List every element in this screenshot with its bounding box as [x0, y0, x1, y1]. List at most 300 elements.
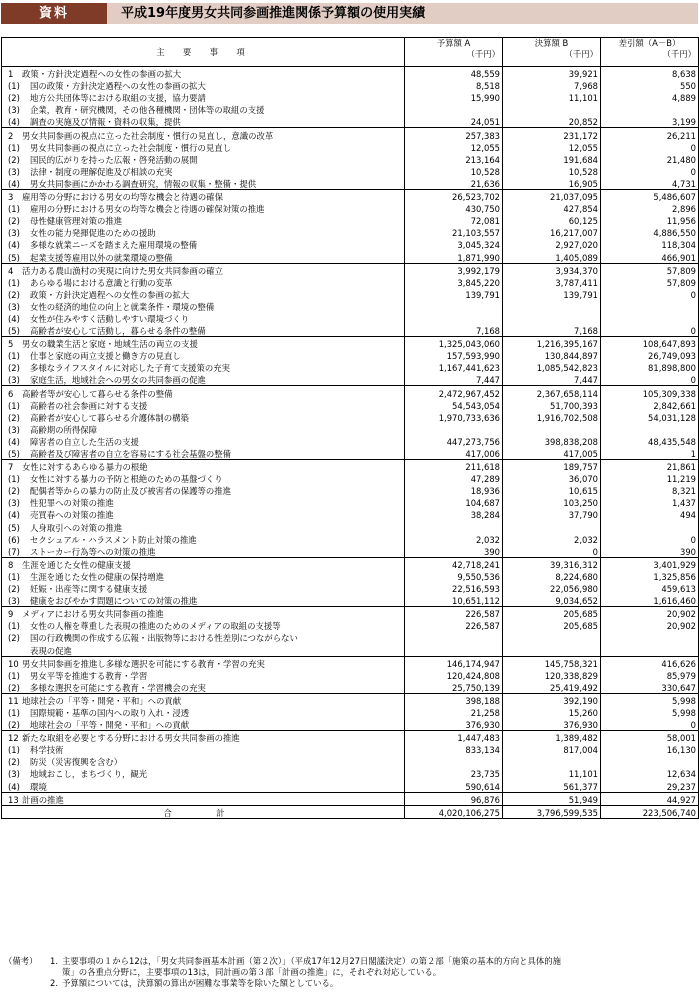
- budget-cell: 833,134: [405, 743, 503, 755]
- settlement-cell: 60,125: [503, 214, 601, 226]
- settlement-cell: [503, 643, 601, 656]
- main-item-cell: [2, 337, 405, 350]
- sub-item-cell: [2, 619, 405, 631]
- item-number: (4): [8, 240, 20, 251]
- table-row-sub: [2, 582, 699, 594]
- table-row-sub: [2, 631, 699, 643]
- notes: [4, 956, 696, 989]
- table-row-sub: [2, 202, 699, 214]
- difference-cell: 21,480: [601, 153, 699, 165]
- sub-item-cell: [2, 91, 405, 103]
- difference-cell: 0: [601, 288, 699, 300]
- budget-cell: 211,618: [405, 460, 503, 473]
- table-header-row: [2, 38, 699, 67]
- budget-cell: 48,559: [405, 67, 503, 80]
- total-row: [2, 805, 699, 818]
- sub-item-cell: [2, 484, 405, 496]
- table-row-sub: [2, 165, 699, 177]
- difference-cell: 1,437: [601, 496, 699, 508]
- table-row-sub: [2, 103, 699, 115]
- sub-item-cell: [2, 743, 405, 755]
- budget-cell: 26,523,702: [405, 189, 503, 202]
- difference-cell: 48,435,548: [601, 435, 699, 447]
- item-label: 地球社会の「平等・開発・平和」への貢献: [22, 695, 182, 706]
- sub-item-cell: [2, 755, 405, 767]
- difference-cell: 1,616,460: [601, 594, 699, 607]
- table-row-main: [2, 460, 699, 473]
- difference-cell: 20,902: [601, 619, 699, 631]
- sub-item-cell: [2, 399, 405, 411]
- main-item-cell: [2, 386, 405, 399]
- note-number: 2.: [50, 978, 58, 988]
- item-number: (4): [8, 178, 20, 189]
- settlement-cell: 15,260: [503, 706, 601, 718]
- settlement-cell: [503, 423, 601, 435]
- difference-cell: 105,309,338: [601, 386, 699, 399]
- main-item-cell: [2, 656, 405, 669]
- item-number: 9: [8, 609, 14, 620]
- header-settlement-unit: （千円）: [564, 49, 598, 59]
- item-label: 計画の推進: [22, 794, 64, 805]
- sub-item-cell: [2, 349, 405, 361]
- item-number: 7: [8, 462, 14, 473]
- table-row-sub: [2, 312, 699, 324]
- item-number: (3): [8, 498, 20, 509]
- item-label: 障害者の自立した生活の支援: [30, 436, 139, 447]
- table-row-sub: [2, 79, 699, 91]
- main-item-cell: [2, 792, 405, 805]
- item-number: (1): [8, 474, 20, 485]
- difference-cell: 3,199: [601, 115, 699, 128]
- table-row-sub: [2, 300, 699, 312]
- settlement-cell: 8,224,680: [503, 570, 601, 582]
- table-row-sub: [2, 508, 699, 520]
- item-number: (3): [8, 375, 20, 386]
- note-text: 主要事項の１から12は，「男女共同参画基本計画（第２次）」（平成17年12月27日閣議決定）の第２部「施策の基本的方向と具体的施 策」の各重点分野に，主要事項の13は，同計画の第３部「計画の推進」に，それぞれ対応している。: [62, 956, 562, 977]
- difference-cell: 390: [601, 545, 699, 558]
- header-budget-label: 予算額 A: [436, 38, 471, 48]
- item-number: 13: [8, 794, 19, 805]
- settlement-cell: 392,190: [503, 693, 601, 706]
- settlement-cell: 39,921: [503, 67, 601, 80]
- item-number: 2: [8, 130, 14, 141]
- sub-item-cell: [2, 767, 405, 779]
- table-row-sub: [2, 226, 699, 238]
- settlement-cell: 1,916,702,508: [503, 411, 601, 423]
- sub-item-cell: [2, 582, 405, 594]
- item-number: (1): [8, 351, 20, 362]
- settlement-cell: 191,684: [503, 153, 601, 165]
- item-label: 防災（災害復興を含む）: [30, 757, 123, 768]
- item-number: (3): [8, 166, 20, 177]
- difference-cell: 0: [601, 141, 699, 153]
- difference-cell: 2,896: [601, 202, 699, 214]
- settlement-cell: 7,447: [503, 373, 601, 386]
- sub-item-cell: [2, 153, 405, 165]
- sub-item-cell: [2, 250, 405, 263]
- sub-item-cell: [2, 324, 405, 337]
- item-label: 男女平等を推進する教育・学習: [30, 670, 148, 681]
- item-number: (2): [8, 633, 20, 644]
- sub-item-cell: [2, 570, 405, 582]
- settlement-cell: 21,037,095: [503, 189, 601, 202]
- difference-cell: 5,998: [601, 693, 699, 706]
- difference-cell: 26,211: [601, 128, 699, 141]
- section-tag: 資料: [1, 3, 107, 24]
- sub-item-cell: [2, 423, 405, 435]
- item-number: (2): [8, 720, 20, 731]
- total-settlement: 3,796,599,535: [503, 805, 601, 818]
- header-settlement-label: 決算額 B: [534, 38, 569, 48]
- budget-cell: [405, 755, 503, 767]
- settlement-cell: 2,927,020: [503, 238, 601, 250]
- settlement-cell: 7,168: [503, 324, 601, 337]
- table-row-main: [2, 386, 699, 399]
- item-label: 科学技術: [30, 745, 64, 756]
- settlement-cell: 1,389,482: [503, 731, 601, 744]
- difference-cell: 16,130: [601, 743, 699, 755]
- table-row-main: [2, 263, 699, 276]
- item-number: 11: [8, 695, 19, 706]
- budget-cell: 157,593,990: [405, 349, 503, 361]
- item-label: 多様な選択を可能にする教育・学習機会の充実: [30, 682, 206, 693]
- sub-item-cell: [2, 779, 405, 792]
- table-row-sub: [2, 411, 699, 423]
- item-number: (2): [8, 584, 20, 595]
- sub-item-cell: [2, 594, 405, 607]
- item-number: (1): [8, 670, 20, 681]
- difference-cell: [601, 631, 699, 643]
- budget-cell: 9,550,536: [405, 570, 503, 582]
- table-row-main: [2, 67, 699, 80]
- item-number: (1): [8, 621, 20, 632]
- item-number: (4): [8, 313, 20, 324]
- difference-cell: [601, 300, 699, 312]
- settlement-cell: 11,101: [503, 91, 601, 103]
- item-number: (5): [8, 252, 20, 263]
- budget-cell: 1,167,441,623: [405, 361, 503, 373]
- item-label: 健康をおびやかす問題についての対策の推進: [30, 596, 198, 607]
- item-label: メディアにおける男女共同参画の推進: [22, 609, 164, 620]
- table-row-sub: [2, 706, 699, 718]
- budget-cell: 2,032: [405, 533, 503, 545]
- budget-cell: 15,990: [405, 91, 503, 103]
- item-label: 起業支援等雇用以外の就業環境の整備: [30, 252, 173, 263]
- item-label: 政策・方針決定過程への女性の参画の拡大: [30, 289, 190, 300]
- budget-cell: 2,472,967,452: [405, 386, 503, 399]
- table-row-main: [2, 189, 699, 202]
- item-label: 女性の人権を尊重した表現の推進のためのメディアの取組の支援等: [30, 621, 281, 632]
- settlement-cell: 139,791: [503, 288, 601, 300]
- main-item-cell: [2, 557, 405, 570]
- main-item-cell: [2, 263, 405, 276]
- settlement-cell: 11,101: [503, 767, 601, 779]
- item-label: 表現の促進: [30, 645, 72, 656]
- difference-cell: 494: [601, 508, 699, 520]
- budget-cell: 10,651,112: [405, 594, 503, 607]
- settlement-cell: [503, 755, 601, 767]
- item-label: 女性の経済的地位の向上と就業条件・環境の整備: [30, 301, 215, 312]
- settlement-cell: 231,172: [503, 128, 601, 141]
- item-label: 地方公共団体等における取組の支援，協力要請: [30, 93, 206, 104]
- table-row-sub: [2, 399, 699, 411]
- budget-cell: 96,876: [405, 792, 503, 805]
- difference-cell: 2,842,661: [601, 399, 699, 411]
- settlement-cell: 3,934,370: [503, 263, 601, 276]
- difference-cell: 0: [601, 373, 699, 386]
- difference-cell: [601, 312, 699, 324]
- item-label: 地球社会の「平等・開発・平和」への貢献: [30, 720, 190, 731]
- difference-cell: 0: [601, 718, 699, 731]
- sub-item-cell: [2, 214, 405, 226]
- budget-cell: 590,614: [405, 779, 503, 792]
- settlement-cell: 145,758,321: [503, 656, 601, 669]
- table-row-main: [2, 337, 699, 350]
- item-label: 妊娠・出産等に関する健康支援: [30, 584, 148, 595]
- settlement-cell: 39,316,312: [503, 557, 601, 570]
- sub-item-cell: [2, 520, 405, 532]
- item-number: (2): [8, 486, 20, 497]
- item-number: 8: [8, 559, 14, 570]
- settlement-cell: 130,844,897: [503, 349, 601, 361]
- budget-cell: 18,936: [405, 484, 503, 496]
- sub-item-cell: [2, 276, 405, 288]
- sub-item-cell: [2, 79, 405, 91]
- difference-cell: 1,325,856: [601, 570, 699, 582]
- budget-cell: 21,103,557: [405, 226, 503, 238]
- table-row-sub: [2, 755, 699, 767]
- difference-cell: 57,809: [601, 263, 699, 276]
- settlement-cell: 51,949: [503, 792, 601, 805]
- sub-item-cell: [2, 669, 405, 681]
- settlement-cell: 1,216,395,167: [503, 337, 601, 350]
- table-row-sub: [2, 177, 699, 190]
- item-label: 高齢者等が安心して暮らせる条件の整備: [22, 388, 173, 399]
- item-label: 家庭生活，地域社会への男女の共同参画の促進: [30, 375, 206, 386]
- budget-cell: 54,543,054: [405, 399, 503, 411]
- budget-cell: 3,845,220: [405, 276, 503, 288]
- budget-cell: [405, 103, 503, 115]
- difference-cell: [601, 423, 699, 435]
- item-label: 男女共同参画の視点に立った社会制度・慣行の見直し，意識の改革: [22, 130, 274, 141]
- budget-cell: 12,055: [405, 141, 503, 153]
- difference-cell: 1: [601, 447, 699, 460]
- settlement-cell: 417,005: [503, 447, 601, 460]
- budget-cell: 1,325,043,060: [405, 337, 503, 350]
- table-row-sub: [2, 767, 699, 779]
- item-label: 女性が住みやすく活動しやすい環境づくり: [30, 313, 190, 324]
- total-budget: 4,020,106,275: [405, 805, 503, 818]
- item-label: 高齢者が安心して活動し，暮らせる条件の整備: [30, 326, 206, 337]
- item-number: (2): [8, 682, 20, 693]
- item-label: 国の行政機関の作成する広報・出版物等における性差別につながらない: [30, 633, 298, 644]
- item-number: 12: [8, 733, 19, 744]
- item-number: (2): [8, 93, 20, 104]
- sub-item-cell: [2, 533, 405, 545]
- settlement-cell: 36,070: [503, 472, 601, 484]
- settlement-cell: [503, 103, 601, 115]
- item-label: 男女共同参画を推進し多様な選択を可能にする教育・学習の充実: [22, 658, 265, 669]
- table-row-sub: [2, 447, 699, 460]
- sub-item-cell: [2, 447, 405, 460]
- sub-item-cell: [2, 508, 405, 520]
- item-number: (1): [8, 81, 20, 92]
- difference-cell: 8,638: [601, 67, 699, 80]
- settlement-cell: 817,004: [503, 743, 601, 755]
- table-row-sub: [2, 520, 699, 532]
- budget-cell: 8,518: [405, 79, 503, 91]
- difference-cell: 108,647,893: [601, 337, 699, 350]
- total-difference: 223,506,740: [601, 805, 699, 818]
- budget-cell: 7,168: [405, 324, 503, 337]
- item-number: (1): [8, 745, 20, 756]
- budget-cell: 430,750: [405, 202, 503, 214]
- item-label: 雇用等の分野における男女の均等な機会と待遇の確保: [22, 192, 223, 203]
- item-number: (4): [8, 436, 20, 447]
- settlement-cell: [503, 631, 601, 643]
- settlement-cell: 51,700,393: [503, 399, 601, 411]
- item-label: 国民的広がりを持った広報・啓発活動の展開: [30, 154, 198, 165]
- item-label: 人身取引への対策の推進: [30, 522, 123, 533]
- budget-cell: 146,174,947: [405, 656, 503, 669]
- table-row-main: [2, 792, 699, 805]
- header-budget-unit: （千円）: [466, 49, 500, 59]
- budget-cell: 1,970,733,636: [405, 411, 503, 423]
- budget-cell: 47,289: [405, 472, 503, 484]
- main-item-cell: [2, 67, 405, 80]
- difference-cell: 550: [601, 79, 699, 91]
- item-label: 雇用の分野における男女の均等な機会と待遇の確保対策の推進: [30, 204, 265, 215]
- budget-cell: 226,587: [405, 607, 503, 620]
- table-row-sub: [2, 91, 699, 103]
- main-item-cell: [2, 693, 405, 706]
- item-label: ストーカー行為等への対策の推進: [30, 546, 156, 557]
- difference-cell: 57,809: [601, 276, 699, 288]
- table-row-sub: [2, 643, 699, 656]
- budget-cell: [405, 520, 503, 532]
- note-2: [4, 978, 696, 989]
- settlement-cell: 10,615: [503, 484, 601, 496]
- sub-item-cell: [2, 435, 405, 447]
- item-number: (3): [8, 228, 20, 239]
- settlement-cell: 427,854: [503, 202, 601, 214]
- item-number: (1): [8, 277, 20, 288]
- sub-item-cell: [2, 361, 405, 373]
- item-number: (2): [8, 412, 20, 423]
- item-number: (1): [8, 400, 20, 411]
- table-row-sub: [2, 533, 699, 545]
- budget-cell: 10,528: [405, 165, 503, 177]
- budget-cell: 3,045,324: [405, 238, 503, 250]
- item-label: 売買春への対策の推進: [30, 510, 114, 521]
- item-label: 活力ある農山漁村の実現に向けた男女共同参画の確立: [22, 265, 223, 276]
- budget-cell: [405, 423, 503, 435]
- settlement-cell: 20,852: [503, 115, 601, 128]
- item-label: 生涯を通じた女性の健康の保持増進: [30, 571, 164, 582]
- item-label: あらゆる場における意識と行動の変革: [30, 277, 173, 288]
- table-row-sub: [2, 250, 699, 263]
- settlement-cell: 398,838,208: [503, 435, 601, 447]
- table-row-sub: [2, 423, 699, 435]
- budget-cell: 376,930: [405, 718, 503, 731]
- settlement-cell: 1,085,542,823: [503, 361, 601, 373]
- item-number: (6): [8, 534, 20, 545]
- item-label: 新たな取組を必要とする分野における男女共同参画の推進: [22, 733, 240, 744]
- settlement-cell: 1,405,089: [503, 250, 601, 263]
- item-number: (3): [8, 301, 20, 312]
- budget-cell: 390: [405, 545, 503, 558]
- item-number: 6: [8, 388, 14, 399]
- item-label: 地域おこし，まちづくり，観光: [30, 769, 148, 780]
- item-label: 多様な就業ニーズを踏まえた雇用環境の整備: [30, 240, 198, 251]
- difference-cell: 26,749,093: [601, 349, 699, 361]
- settlement-cell: 10,528: [503, 165, 601, 177]
- difference-cell: 466,901: [601, 250, 699, 263]
- item-label: 法律・制度の理解促進及び相談の充実: [30, 166, 173, 177]
- item-label: 男女共同参画の視点に立った社会制度・慣行の見直し: [30, 142, 231, 153]
- item-label: 男女共同参画にかかわる調査研究，情報の収集・整備・提供: [30, 178, 257, 189]
- settlement-cell: [503, 520, 601, 532]
- settlement-cell: 561,377: [503, 779, 601, 792]
- sub-item-cell: [2, 238, 405, 250]
- table-row-sub: [2, 484, 699, 496]
- budget-cell: [405, 300, 503, 312]
- budget-cell: 447,273,756: [405, 435, 503, 447]
- difference-cell: [601, 643, 699, 656]
- sub-item-cell: [2, 718, 405, 731]
- header-difference-label: 差引額（A－B）: [618, 38, 681, 48]
- settlement-cell: 3,787,411: [503, 276, 601, 288]
- item-label: 女性の能力発揮促進のための援助: [30, 228, 156, 239]
- item-number: (3): [8, 769, 20, 780]
- item-label: 母性健康管理対策の推進: [30, 216, 123, 227]
- sub-item-cell: [2, 288, 405, 300]
- table-row-sub: [2, 619, 699, 631]
- settlement-cell: 0: [503, 545, 601, 558]
- item-number: (2): [8, 216, 20, 227]
- item-label: 高齢者の社会参画に対する支援: [30, 400, 148, 411]
- budget-cell: 1,871,990: [405, 250, 503, 263]
- table-row-main: [2, 693, 699, 706]
- budget-cell: 139,791: [405, 288, 503, 300]
- item-label: 高齢者が安心して暮らせる介護体制の構築: [30, 412, 189, 423]
- difference-cell: 11,219: [601, 472, 699, 484]
- settlement-cell: 7,968: [503, 79, 601, 91]
- table-row-main: [2, 731, 699, 744]
- budget-cell: 72,081: [405, 214, 503, 226]
- item-number: (5): [8, 522, 20, 533]
- item-number: (5): [8, 326, 20, 337]
- table-row-sub: [2, 115, 699, 128]
- budget-cell: 42,718,241: [405, 557, 503, 570]
- item-label: 配偶者等からの暴力の防止及び被害者の保護等の推進: [30, 486, 231, 497]
- difference-cell: 0: [601, 165, 699, 177]
- sub-item-cell: [2, 165, 405, 177]
- item-label: 国の政策・方針決定過程への女性の参画の拡大: [30, 81, 206, 92]
- budget-cell: 38,284: [405, 508, 503, 520]
- settlement-cell: 103,250: [503, 496, 601, 508]
- main-item-cell: [2, 731, 405, 744]
- difference-cell: 11,956: [601, 214, 699, 226]
- table-row-sub: [2, 496, 699, 508]
- item-number: (5): [8, 449, 20, 459]
- item-number: 1: [8, 69, 14, 80]
- budget-cell: 398,188: [405, 693, 503, 706]
- budget-cell: 24,051: [405, 115, 503, 128]
- table-body: [2, 67, 699, 806]
- sub-item-cell: [2, 300, 405, 312]
- table-row-main: [2, 557, 699, 570]
